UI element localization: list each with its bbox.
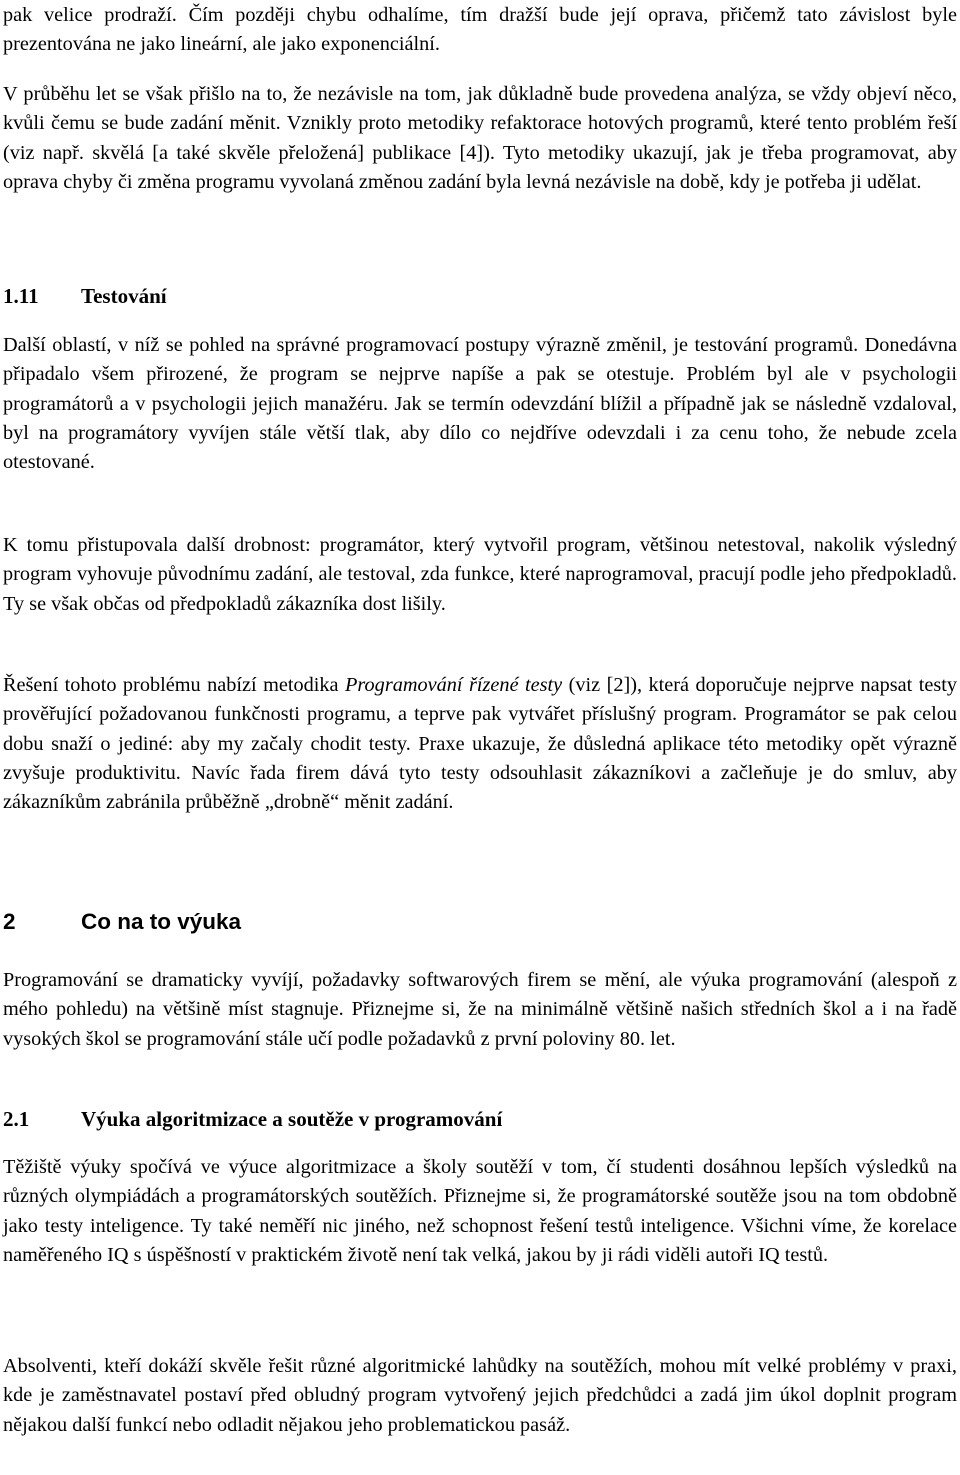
paragraph-refactoring: V průběhu let se však přišlo na to, že nezávisle na tom, jak důkladně bude provedena analýza, se vždy objeví něco, kvůli čemu se bude zadání měnit. Vznikly proto metodiky refaktorace hotových programů, které tento problém řeší (viz např. skvělá [a také skvěle přeložená] publikace [4]). Tyto metodiky ukazují, jak je třeba programovat, aby oprava chyby či změna programu vyvolaná změnou zadání byla levná nezávisle na době, kdy je potřeba ji udělat.: [3, 83, 957, 193]
paragraph-testing-2: K tomu přistupovala další drobnost: programátor, který vytvořil program, většinou netestoval, nakolik výsledný program vyhovuje původnímu zadání, ale testoval, zda funkce, které naprogramoval, pracují podle jeho předpokladů. Ty se však občas od předpokladů zákazníka dost lišily.: [3, 534, 957, 615]
section-title: Testování: [81, 284, 167, 308]
tdd-text-before: Řešení tohoto problému nabízí metodika: [3, 674, 346, 696]
tdd-text-after: (viz [2]), která doporučuje nejprve napsat testy prověřující požadovanou funkčnosti programu, a teprve pak vytvářet příslušný program. Programátor se pak celou dobu snaží o jediné: aby my začaly chodit testy. Praxe ukazuje, že důsledná aplikace této metodiky opět výrazně zvyšuje produktivitu. Navíc řada firem dává tyto testy odsouhlasit zákazníkovi a začleňuje je do smluv, aby zákazníkům zabránila průběžně „drobně“ měnit zadání.: [3, 674, 957, 814]
paragraph-testing-3: [3, 671, 957, 817]
section-title: Co na to výuka: [81, 909, 242, 934]
section-number: 2.1: [3, 1107, 30, 1131]
tdd-method-name: Programování řízené testy: [345, 674, 563, 696]
section-title: Výuka algoritmizace a soutěže v programování: [81, 1107, 503, 1131]
section-heading-1-11: [3, 282, 167, 310]
paragraph-algorithms-1: Těžiště výuky spočívá ve výuce algoritmizace a školy soutěží v tom, čí studenti dosáhnou lepších výsledků na různých olympiádách a programátorských soutěžích. Přiznejme si, že programátorské soutěže jsou na tom obdobně jako testy inteligence. Ty také neměří nic jiného, než schopnost řešení testů inteligence. Všichni víme, že korelace naměřeného IQ s úspěšností v praktickém životě není tak velká, jakou by ji rádi viděli autoři IQ testů.: [3, 1156, 957, 1266]
section-heading-2-1: [3, 1105, 502, 1133]
section-number: 1.11: [3, 284, 39, 308]
section-number: 2: [3, 909, 16, 934]
paragraph-testing-1: Další oblastí, v níž se pohled na správné programovací postupy výrazně změnil, je testování programů. Donedávna připadalo všem přirozené, že program se nejprve napíše a pak se otestuje. Problém byl ale v psychologii programátorů a v psychologii jejich manažéru. Jak se termín odevzdání blížil a případně jak se následně vzdaloval, byl na programátory vyvíjen stále větší tlak, aby dílo co nejdříve odevzdali i za cenu toho, že nebude zcela otestované.: [3, 334, 957, 474]
section-heading-2: [3, 907, 241, 937]
paragraph-algorithms-2: Absolventi, kteří dokáží skvěle řešit různé algoritmické lahůdky na soutěžích, mohou mít velké problémy v praxi, kde je zaměstnavatel postaví před obludný program vytvořený jejich předchůdci a zadá jim úkol doplnit program nějakou další funkcí nebo odladit nějakou jeho problematickou pasáž.: [3, 1355, 957, 1436]
paragraph-section-2: Programování se dramaticky vyvíjí, požadavky softwarových firem se mění, ale výuka programování (alespoň z mého pohledu) na většině míst stagnuje. Přiznejme si, že na minimálně většině našich středních škol a i na řadě vysokých škol se programování stále učí podle požadavků z první poloviny 80. let.: [3, 969, 957, 1050]
paragraph-intro: pak velice prodraží. Čím později chybu odhalíme, tím dražší bude její oprava, přičemž tato závislost byle prezentována ne jako lineární, ale jako exponenciální.: [3, 4, 957, 56]
